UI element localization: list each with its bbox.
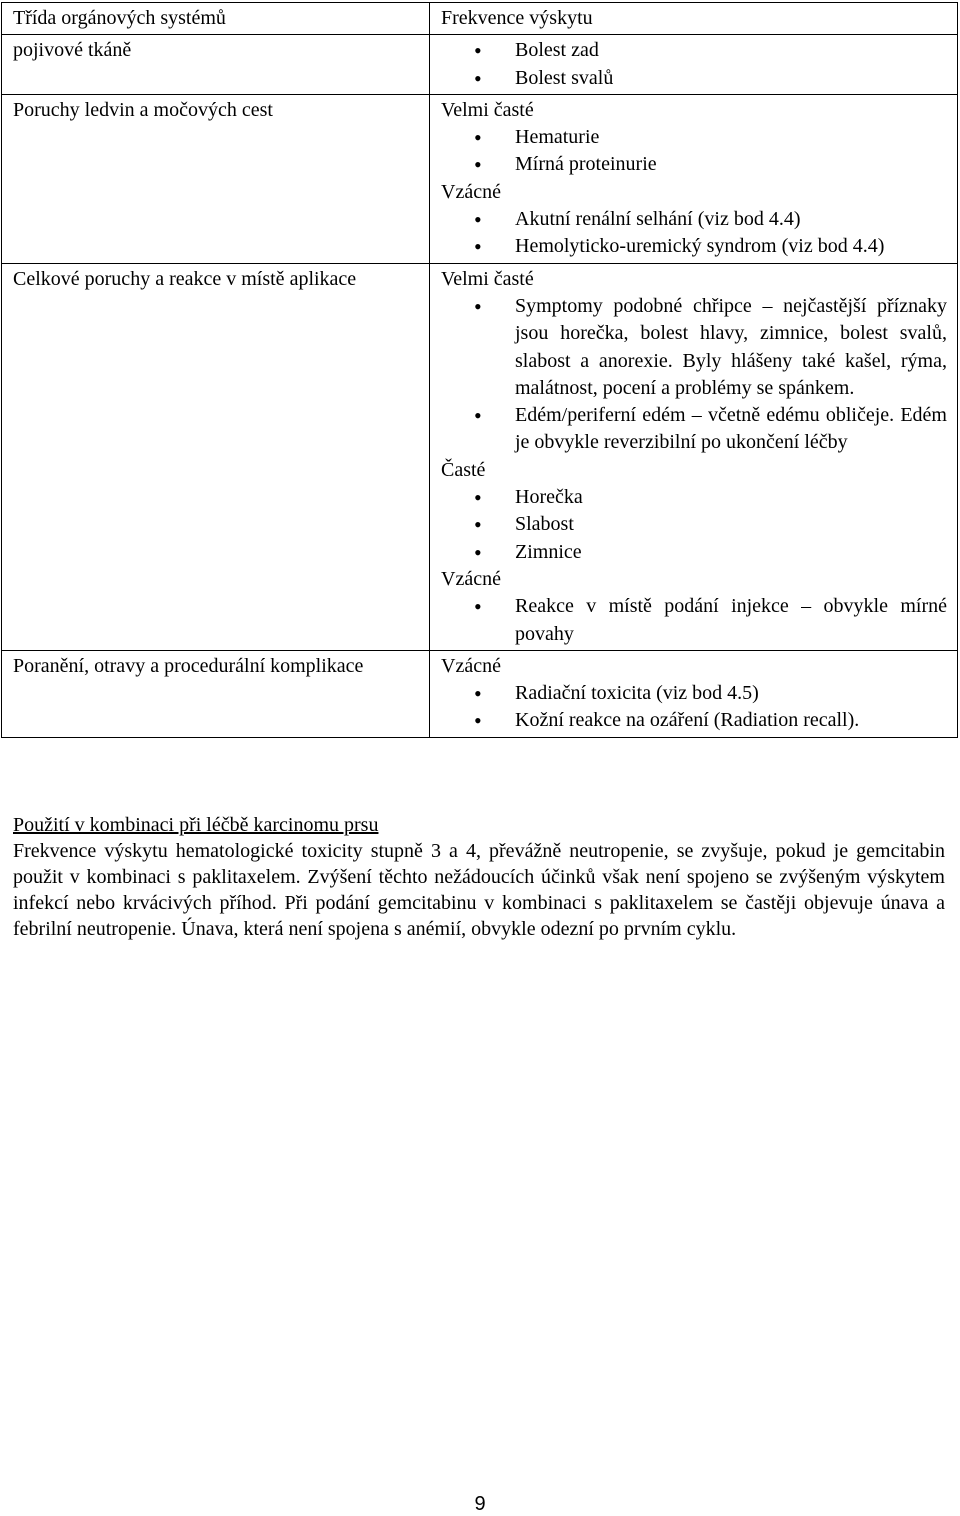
section-heading: Použití v kombinaci při léčbě karcinomu prsu — [13, 814, 379, 836]
table-row — [2, 263, 958, 650]
list-item: • Zimnice — [515, 539, 947, 566]
table-row — [2, 650, 958, 737]
list-item: • Hematurie — [515, 124, 947, 151]
bullet-list — [441, 293, 947, 457]
list-item: • Bolest svalů — [515, 65, 947, 92]
frequency-label: Vzácné — [441, 180, 501, 203]
header-frequency: Frekvence výskytu — [430, 3, 958, 35]
header-organ-class: Třída orgánových systémů — [2, 3, 430, 35]
bullet-list — [441, 680, 947, 735]
frequency-label: Vzácné — [441, 567, 501, 590]
combination-section — [13, 812, 945, 942]
bullet-list — [441, 593, 947, 648]
table-row — [2, 94, 958, 263]
frequency-label: Velmi časté — [441, 267, 534, 290]
organ-class-cell: Celkové poruchy a reakce v místě aplikace — [2, 263, 430, 650]
frequency-cell — [430, 94, 958, 263]
organ-class-cell: Poruchy ledvin a močových cest — [2, 94, 430, 263]
list-item: • Mírná proteinurie — [515, 151, 947, 178]
table-row — [2, 35, 958, 95]
bullet-list — [441, 484, 947, 566]
bullet-list — [441, 124, 947, 179]
list-item: • Reakce v místě podání injekce – obvykle mírné povahy — [515, 593, 947, 648]
frequency-label: Velmi časté — [441, 98, 534, 121]
frequency-cell — [430, 35, 958, 95]
list-item: • Akutní renální selhání (viz bod 4.4) — [515, 206, 947, 233]
section-paragraph: Frekvence výskytu hematologické toxicity stupně 3 a 4, převážně neutropenie, se zvyšuje, pokud je gemcitabin použit v kombinaci s paklitaxelem. Zvýšení těchto nežádoucích účinků však není spojeno se zvýšeným výskytem infekcí nebo krvácivých příhod. Při podání gemcitabinu v kombinaci s paklitaxelem se častěji objevuje únava a febrilní neutropenie. Únava, která není spojena s anémií, obvykle odezní po prvním cyklu. — [13, 840, 945, 940]
list-item: • Bolest zad — [515, 37, 947, 64]
table-header-row — [2, 3, 958, 35]
list-item: • Edém/periferní edém – včetně edému obličeje. Edém je obvykle reverzibilní po ukončení léčby — [515, 402, 947, 457]
frequency-cell — [430, 650, 958, 737]
page-number: 9 — [474, 1493, 486, 1515]
bullet-list — [441, 206, 947, 261]
bullet-list — [441, 37, 947, 92]
list-item: • Slabost — [515, 511, 947, 538]
list-item: • Symptomy podobné chřipce – nejčastější příznaky jsou horečka, bolest hlavy, zimnice, bolest svalů, slabost a anorexie. Byly hlášeny také kašel, rýma, malátnost, pocení a problémy se spánkem. — [515, 293, 947, 402]
frequency-label: Časté — [441, 458, 486, 481]
frequency-cell — [430, 263, 958, 650]
organ-class-cell: pojivové tkáně — [2, 35, 430, 95]
frequency-label: Vzácné — [441, 654, 501, 677]
adverse-effects-table — [1, 2, 958, 738]
list-item: • Radiační toxicita (viz bod 4.5) — [515, 680, 947, 707]
list-item: • Hemolyticko-uremický syndrom (viz bod 4.4) — [515, 233, 947, 260]
list-item: • Horečka — [515, 484, 947, 511]
organ-class-cell: Poranění, otravy a procedurální komplikace — [2, 650, 430, 737]
list-item: • Kožní reakce na ozáření (Radiation recall). — [515, 707, 947, 734]
